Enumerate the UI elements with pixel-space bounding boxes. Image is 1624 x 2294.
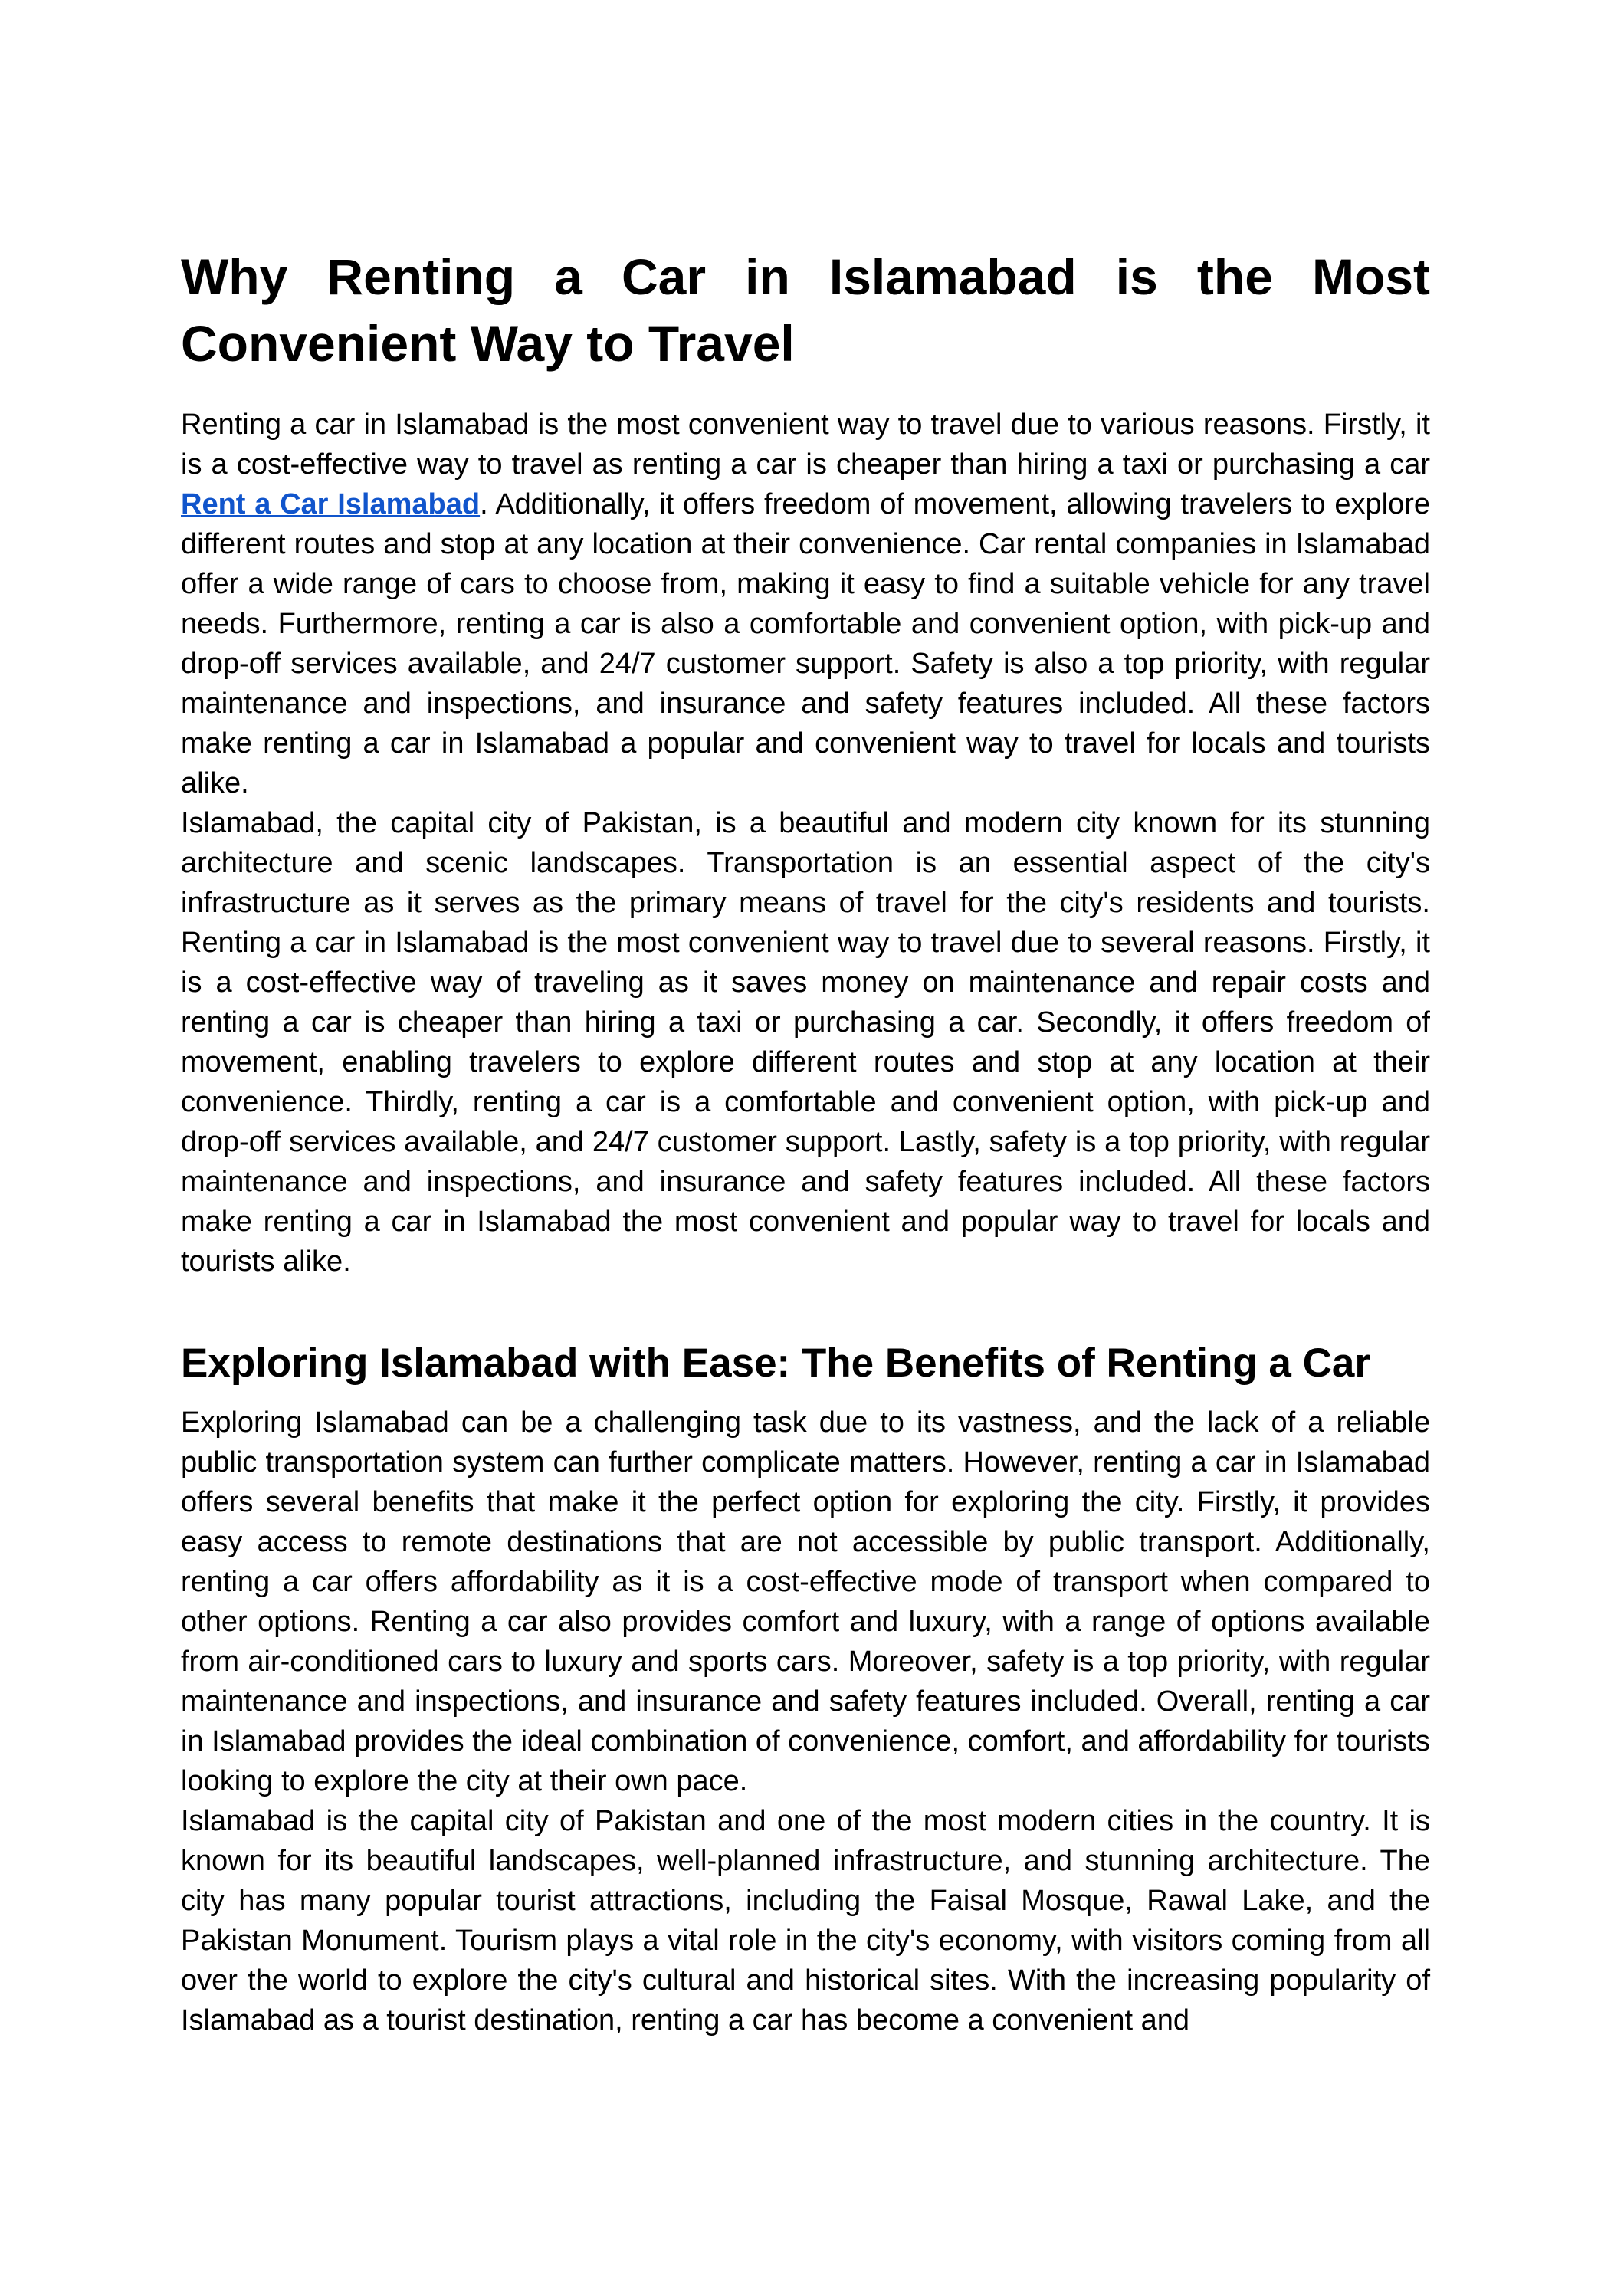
intro-text-before-link: Renting a car in Islamabad is the most convenient way to travel due to various reasons. Firstly, it is a cost-effective way to travel as renting a car is cheaper than hiring a taxi or purchasing a car	[181, 409, 1430, 481]
document-content	[181, 0, 1430, 2040]
intro-text-after-link: . Additionally, it offers freedom of movement, allowing travelers to explore different routes and stop at any location at their convenience. Car rental companies in Islamabad offer a wide range of cars to choose from, making it easy to find a suitable vehicle for any travel needs. Furthermore, renting a car is also a comfortable and convenient option, with pick-up and drop-off services available, and 24/7 customer support. Safety is also a top priority, with regular maintenance and inspections, and insurance and safety features included. All these factors make renting a car in Islamabad a popular and convenient way to travel for locals and tourists alike.	[181, 488, 1430, 799]
section-paragraph-tourism: Islamabad is the capital city of Pakistan and one of the most modern cities in the country. It is known for its beautiful landscapes, well-planned infrastructure, and stunning architecture. The city has many popular tourist attractions, including the Faisal Mosque, Rawal Lake, and the Pakistan Monument. Tourism plays a vital role in the city's economy, with visitors coming from all over the world to explore the city's cultural and historical sites. With the increasing popularity of Islamabad as a tourist destination, renting a car has become a convenient and	[181, 1805, 1430, 2036]
intro-paragraph	[181, 405, 1430, 803]
paragraph-islamabad-capital: Islamabad, the capital city of Pakistan, is a beautiful and modern city known for its stunning architecture and scenic landscapes. Transportation is an essential aspect of the city's infrastructure as it serves as the primary means of travel for the city's residents and tourists. Renting a car in Islamabad is the most convenient way to travel due to several reasons. Firstly, it is a cost-effective way of traveling as it saves money on maintenance and repair costs and renting a car is cheaper than hiring a taxi or purchasing a car. Secondly, it offers freedom of movement, enabling travelers to explore different routes and stop at any location at their convenience. Thirdly, renting a car is a comfortable and convenient option, with pick-up and drop-off services available, and 24/7 customer support. Lastly, safety is a top priority, with regular maintenance and inspections, and insurance and safety features included. All these factors make renting a car in Islamabad the most convenient and popular way to travel for locals and tourists alike.	[181, 807, 1430, 1278]
section-heading-exploring-islamabad: Exploring Islamabad with Ease: The Benefits of Renting a Car	[181, 1341, 1371, 1386]
document-title: Why Renting a Car in Islamabad is the Most Convenient Way to Travel	[181, 248, 1430, 372]
rent-a-car-islamabad-link[interactable]: Rent a Car Islamabad	[181, 488, 481, 520]
section-paragraph-benefits: Exploring Islamabad can be a challenging task due to its vastness, and the lack of a reliable public transportation system can further complicate matters. However, renting a car in Islamabad offers several benefits that make it the perfect option for exploring the city. Firstly, it provides easy access to remote destinations that are not accessible by public transport. Additionally, renting a car offers affordability as it is a cost-effective mode of transport when compared to other options. Renting a car also provides comfort and luxury, with a range of options available from air-conditioned cars to luxury and sports cars. Moreover, safety is a top priority, with regular maintenance and inspections, and insurance and safety features included. Overall, renting a car in Islamabad provides the ideal combination of convenience, comfort, and affordability for tourists looking to explore the city at their own pace.	[181, 1406, 1430, 1797]
